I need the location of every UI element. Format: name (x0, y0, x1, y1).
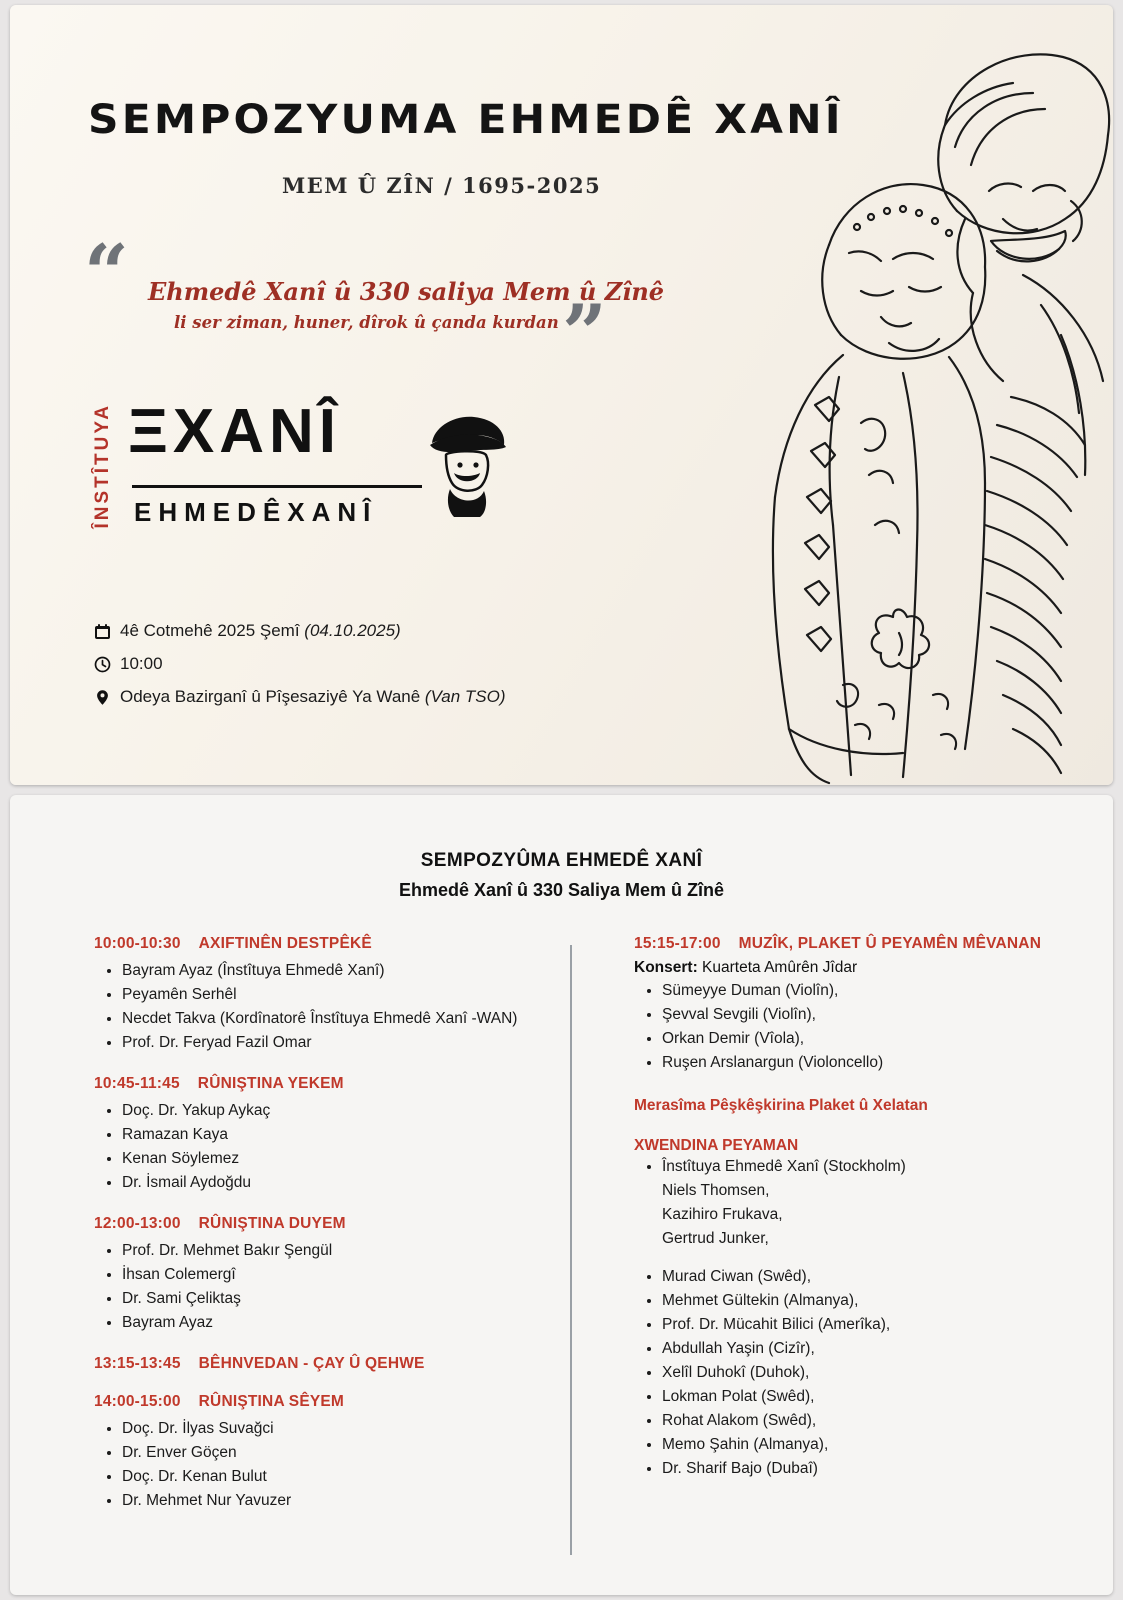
program-title: SEMPOZYÛMA EHMEDÊ XANÎ (420, 850, 703, 871)
ceremony-heading: Merasîma Pêşkêşkirina Plaket û Xelatan (634, 1097, 928, 1115)
logo-wordmark: ΞXANÎ (128, 397, 342, 466)
list-item: • Dr. Sharif Bajo (Dubaî) (662, 1457, 1074, 1481)
list-item: • Doç. Dr. Yakup Aykaç (122, 1099, 564, 1123)
musicians-list (640, 979, 1074, 1075)
location-pin-icon (94, 686, 120, 708)
clock-icon (94, 653, 120, 675)
list-item: • Kenan Söylemez (122, 1147, 564, 1171)
session-people-list (100, 1417, 564, 1513)
list-item: • Doç. Dr. Kenan Bulut (122, 1465, 564, 1489)
list-item: • Şevval Sevgili (Violîn), (662, 1003, 1074, 1027)
program-card (10, 795, 1113, 1595)
list-item: • Xelîl Duhokî (Duhok), (662, 1361, 1074, 1385)
session-people-list (100, 1099, 564, 1195)
list-item: • Necdet Takva (Kordînatorê Înstîtuya Ehmedê Xanî -WAN) (122, 1007, 564, 1031)
session-header (94, 935, 564, 953)
session-header (94, 1393, 564, 1411)
list-item: • Dr. Enver Göçen (122, 1441, 564, 1465)
list-item: • Mehmet Gültekin (Almanya), (662, 1289, 1074, 1313)
event-venue-row (94, 686, 694, 708)
list-item: • Dr. Mehmet Nur Yavuzer (122, 1489, 564, 1513)
session-header (94, 1355, 564, 1373)
calendar-icon (94, 620, 120, 642)
session-people-list (100, 959, 564, 1055)
list-item: • Ramazan Kaya (122, 1123, 564, 1147)
event-time: 10:00 (120, 654, 163, 673)
readings-heading: XWENDINA PEYAMAN (634, 1137, 799, 1155)
list-item: • Înstîtuya Ehmedê Xanî (Stockholm) (662, 1155, 1074, 1179)
list-item: • Bayram Ayaz (122, 1311, 564, 1335)
program-columns (10, 935, 1113, 1585)
session-time: 12:00-13:00 (94, 1215, 181, 1233)
spacer (634, 1251, 1074, 1265)
institute-logo (92, 395, 512, 565)
list-item: • Prof. Dr. Mücahit Bilici (Amerîka), (662, 1313, 1074, 1337)
session-header (94, 1075, 564, 1093)
list-item: • Orkan Demir (Vîola), (662, 1027, 1074, 1051)
event-date: 4ê Cotmehê 2025 Şemî (04.10.2025) (120, 621, 401, 640)
session-time: 10:45-11:45 (94, 1075, 180, 1093)
session-name: BÊHNVEDAN - ÇAY Û QEHWE (198, 1355, 425, 1373)
poster-card (10, 5, 1113, 785)
quote-open-icon: “ (84, 228, 129, 319)
session-time: 14:00-15:00 (94, 1393, 181, 1411)
list-item: • Sümeyye Duman (Violîn), (662, 979, 1074, 1003)
readings-sub-3: Gertrud Junker, (662, 1230, 769, 1248)
list-item: • Lokman Polat (Swêd), (662, 1385, 1074, 1409)
poster-title: SEMPOZYUMA EHMEDÊ XANÎ (88, 97, 844, 143)
quote-close-icon: ” (562, 288, 607, 379)
session-time: 10:00-10:30 (94, 935, 181, 952)
session-name: MUZÎK, PLAKET Û PEYAMÊN MÊVANAN (738, 935, 1042, 952)
session-name: RÛNIŞTINA YEKEM (197, 1075, 344, 1093)
logo-divider (132, 485, 422, 488)
guests-list (640, 1265, 1074, 1481)
readings-sub-1: Niels Thomsen, (662, 1182, 770, 1200)
list-item: • Peyamên Serhêl (122, 983, 564, 1007)
konsert-line (634, 959, 1074, 977)
event-venue: Odeya Bazirganî û Pîşesaziyê Ya Wanê (Van TSO) (120, 687, 506, 706)
xani-portrait-icon (420, 407, 512, 517)
program-left-column (94, 935, 564, 1513)
session-header (94, 1215, 564, 1233)
program-subtitle: Ehmedê Xanî û 330 Saliya Mem û Zînê (398, 880, 725, 900)
session-name: RÛNIŞTINA DUYEM (198, 1215, 346, 1233)
list-item: • Prof. Dr. Feryad Fazil Omar (122, 1031, 564, 1055)
list-item: • İhsan Colemergî (122, 1263, 564, 1287)
logo-subtext: EHMEDÊXANÎ (134, 497, 378, 527)
list-item: • Rohat Alakom (Swêd), (662, 1409, 1074, 1433)
session-people-list (100, 1239, 564, 1335)
session-time: 13:15-13:45 (94, 1355, 181, 1373)
list-item: • Dr. Sami Çeliktaş (122, 1287, 564, 1311)
session-time: 15:15-17:00 (634, 935, 721, 952)
readings-sub-2: Kazihiro Frukava, (662, 1206, 783, 1224)
column-divider (570, 945, 572, 1555)
list-item: • Ruşen Arslanargun (Violoncello) (662, 1051, 1074, 1075)
list-item: • Abdullah Yaşin (Cizîr), (662, 1337, 1074, 1361)
konsert-value: Kuarteta Amûrên Jîdar (702, 959, 858, 976)
event-details (94, 620, 694, 719)
readings-first-list (640, 1155, 1074, 1179)
logo-vertical-text: ÎNSTÎTUYA (92, 403, 113, 529)
quote-line-2: li ser ziman, huner, dîrok û çanda kurdan (174, 313, 559, 332)
list-item: • Murad Ciwan (Swêd), (662, 1265, 1074, 1289)
session-header (634, 935, 1074, 953)
session-name: RÛNIŞTINA SÊYEM (198, 1393, 345, 1411)
quote-line-1: Ehmedê Xanî û 330 saliya Mem û Zînê (148, 277, 665, 306)
konsert-label: Konsert: (634, 959, 698, 976)
list-item: • Bayram Ayaz (Înstîtuya Ehmedê Xanî) (122, 959, 564, 983)
list-item: • Dr. İsmail Aydoğdu (122, 1171, 564, 1195)
session-name: AXIFTINÊN DESTPÊKÊ (198, 935, 372, 952)
list-item: • Prof. Dr. Mehmet Bakır Şengül (122, 1239, 564, 1263)
event-date-row (94, 620, 694, 642)
event-time-row (94, 653, 694, 675)
poster-subtitle: MEM Û ZÎN / 1695-2025 (282, 173, 602, 198)
list-item: • Doç. Dr. İlyas Suvağci (122, 1417, 564, 1441)
program-right-column (634, 935, 1074, 1481)
list-item: • Memo Şahin (Almanya), (662, 1433, 1074, 1457)
